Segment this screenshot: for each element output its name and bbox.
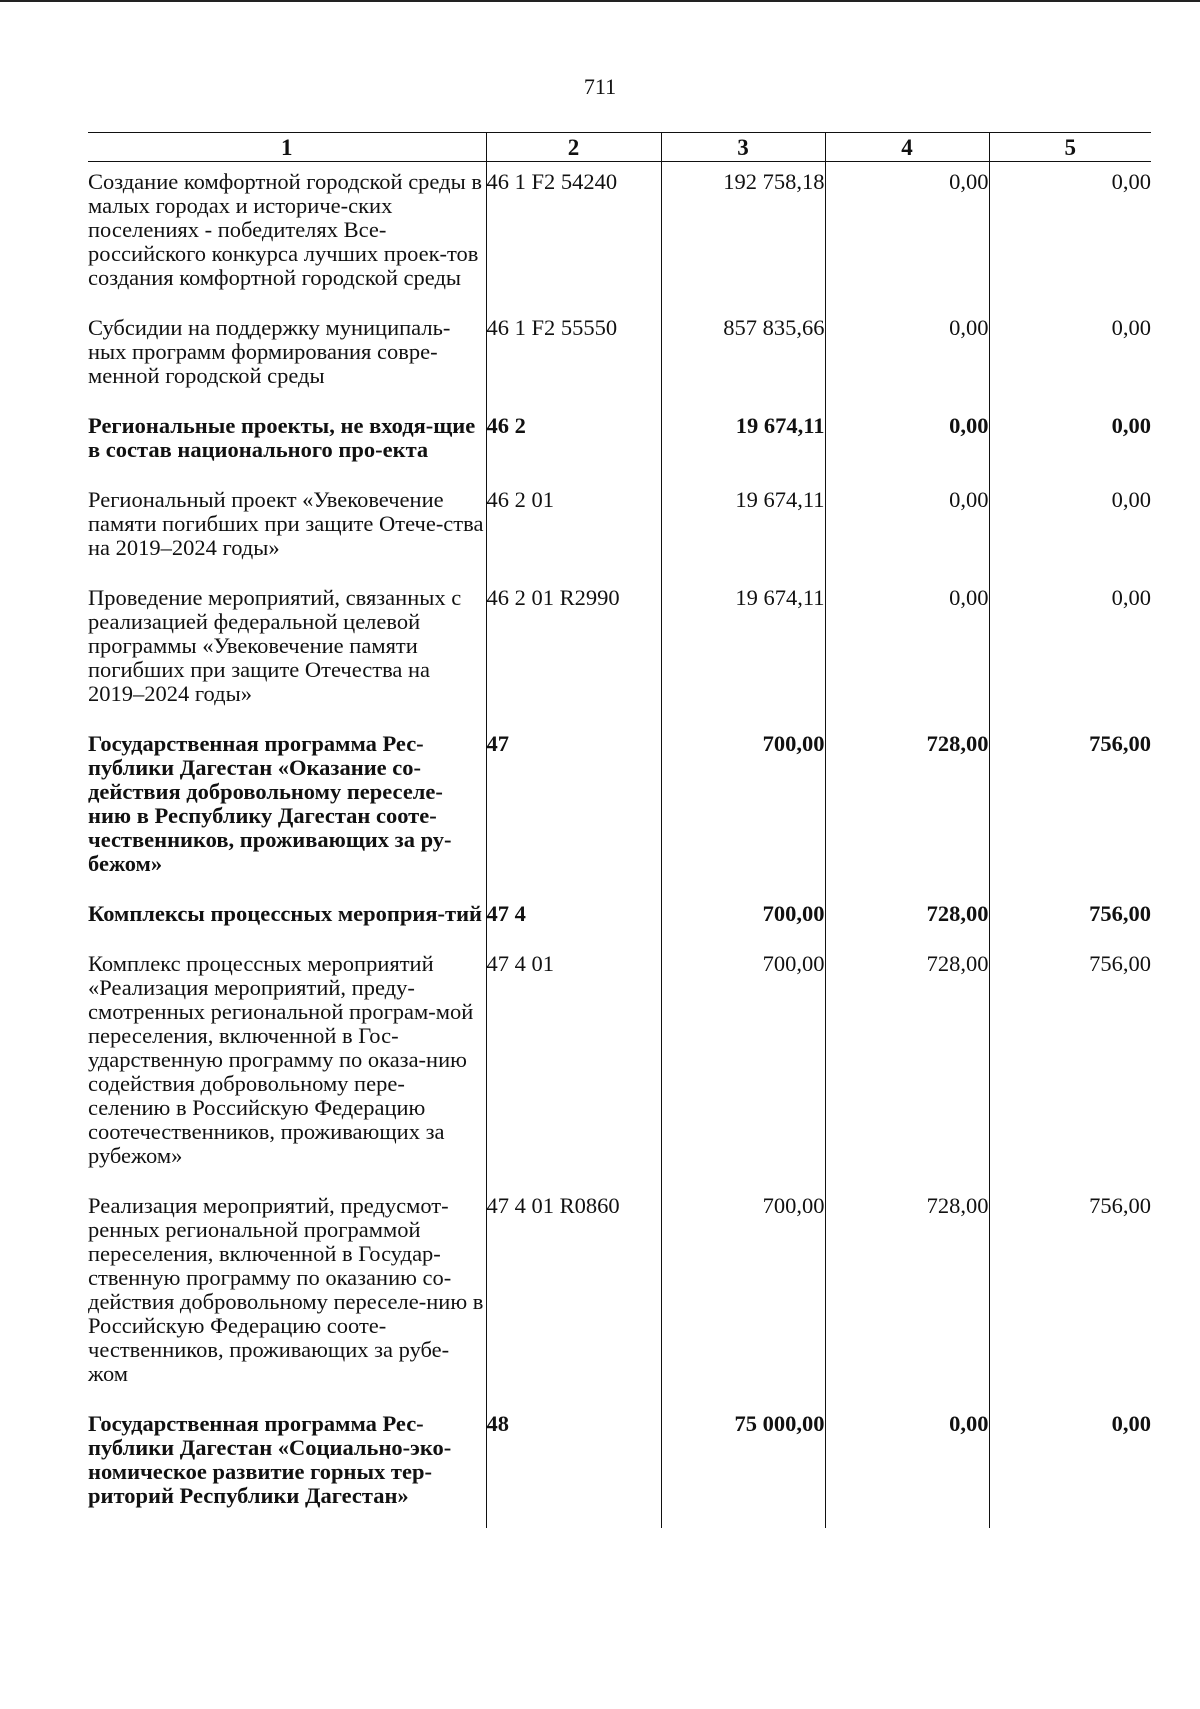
row-value-3: 700,00 — [661, 1186, 825, 1404]
table-row — [88, 894, 1151, 944]
row-code: 47 4 01 — [486, 944, 661, 1186]
row-value-5: 0,00 — [1111, 315, 1151, 340]
row-name: Государственная программа Рес-публики Дагестан «Оказание со-действия добровольному переселе-нию в Республику Дагестан соотe-чественников, проживающих за ру-бежом» — [88, 724, 486, 894]
row-value-3: 19 674,11 — [661, 578, 825, 724]
row-name: Комплексы процессных мероприя-тий — [88, 894, 486, 944]
row-name: Создание комфортной городской среды в малых городах и историче-ских поселениях - победителях Все-российского конкурса лучших проек-тов создания комфортной городской среды — [88, 162, 486, 309]
row-code: 46 2 01 R2990 — [486, 578, 661, 724]
row-value-5: 0,00 — [1111, 413, 1151, 438]
row-name: Региональные проекты, не входя-щие в состав национального про-екта — [88, 406, 486, 480]
row-value-3: 700,00 — [661, 944, 825, 1186]
row-value-3: 19 674,11 — [661, 406, 825, 480]
top-rule — [0, 0, 1200, 2]
row-value-4: 728,00 — [825, 1186, 989, 1404]
row-value-4: 0,00 — [825, 1404, 989, 1528]
table-row — [88, 1404, 1151, 1528]
row-value-4: 728,00 — [825, 724, 989, 894]
row-value-4: 0,00 — [825, 162, 989, 309]
table-row — [88, 1186, 1151, 1404]
row-code: 46 1 F2 55550 — [486, 308, 661, 406]
row-value-3: 700,00 — [661, 724, 825, 894]
row-code: 46 1 F2 54240 — [486, 162, 661, 309]
column-header-5: 5 — [989, 133, 1151, 162]
row-value-5: 756,00 — [1089, 731, 1151, 756]
row-code: 47 — [486, 724, 661, 894]
row-value-3: 700,00 — [661, 894, 825, 944]
column-header-2: 2 — [486, 133, 661, 162]
page-number: 711 — [583, 74, 617, 99]
row-code: 48 — [486, 1404, 661, 1528]
row-value-5: 0,00 — [1111, 169, 1151, 194]
table-row — [88, 308, 1151, 406]
row-value-4: 0,00 — [825, 406, 989, 480]
row-value-5: 0,00 — [1111, 585, 1151, 610]
table-row — [88, 406, 1151, 480]
column-header-3: 3 — [661, 133, 825, 162]
table-row — [88, 578, 1151, 724]
row-name: Проведение мероприятий, связанных с реализацией федеральной целевой программы «Увековечение памяти погибших при защите Отечества на 2019–2024 годы» — [88, 578, 486, 724]
row-name: Субсидии на поддержку муниципаль-ных программ формирования совре-менной городской среды — [88, 308, 486, 406]
column-header-1: 1 — [88, 133, 486, 162]
row-name: Государственная программа Рес-публики Дагестан «Социально-эко-номическое развитие горных тер-риторий Республики Дагестан» — [88, 1404, 486, 1528]
row-code: 47 4 — [486, 894, 661, 944]
row-code: 46 2 01 — [486, 480, 661, 578]
row-value-3: 192 758,18 — [661, 162, 825, 309]
row-name: Комплекс процессных мероприятий «Реализация мероприятий, преду-смотренных региональной програм-мой переселения, включенной в Гос-ударственную программу по оказа-нию содействия добровольному пере-селению в Российскую Федерацию соотечественников, проживающих за рубежом» — [88, 944, 486, 1186]
budget-table — [88, 132, 1151, 1528]
row-name: Реализация мероприятий, предусмот-ренных региональной программой переселения, включенной в Государ-ственную программу по оказанию со-действия добровольному переселе-нию в Российскую Федерацию соотe-чественников, проживающих за рубе-жом — [88, 1186, 486, 1404]
table-row — [88, 944, 1151, 1186]
row-value-5: 0,00 — [1111, 1411, 1151, 1436]
row-value-5: 0,00 — [1111, 487, 1151, 512]
table-row — [88, 480, 1151, 578]
row-name: Региональный проект «Увековечение памяти погибших при защите Отече-ства на 2019–2024 годы» — [88, 480, 486, 578]
row-value-5: 756,00 — [1089, 1193, 1151, 1218]
row-value-5: 756,00 — [1089, 901, 1151, 926]
table-row — [88, 724, 1151, 894]
row-value-4: 0,00 — [825, 480, 989, 578]
column-header-4: 4 — [825, 133, 989, 162]
row-value-5: 756,00 — [1089, 951, 1151, 976]
row-value-4: 0,00 — [825, 308, 989, 406]
table-row — [88, 162, 1151, 309]
row-value-3: 75 000,00 — [661, 1404, 825, 1528]
row-value-4: 728,00 — [825, 944, 989, 1186]
row-value-3: 857 835,66 — [661, 308, 825, 406]
row-value-4: 728,00 — [825, 894, 989, 944]
row-code: 47 4 01 R0860 — [486, 1186, 661, 1404]
header-row — [88, 133, 1151, 162]
row-value-3: 19 674,11 — [661, 480, 825, 578]
row-code: 46 2 — [486, 406, 661, 480]
row-value-4: 0,00 — [825, 578, 989, 724]
